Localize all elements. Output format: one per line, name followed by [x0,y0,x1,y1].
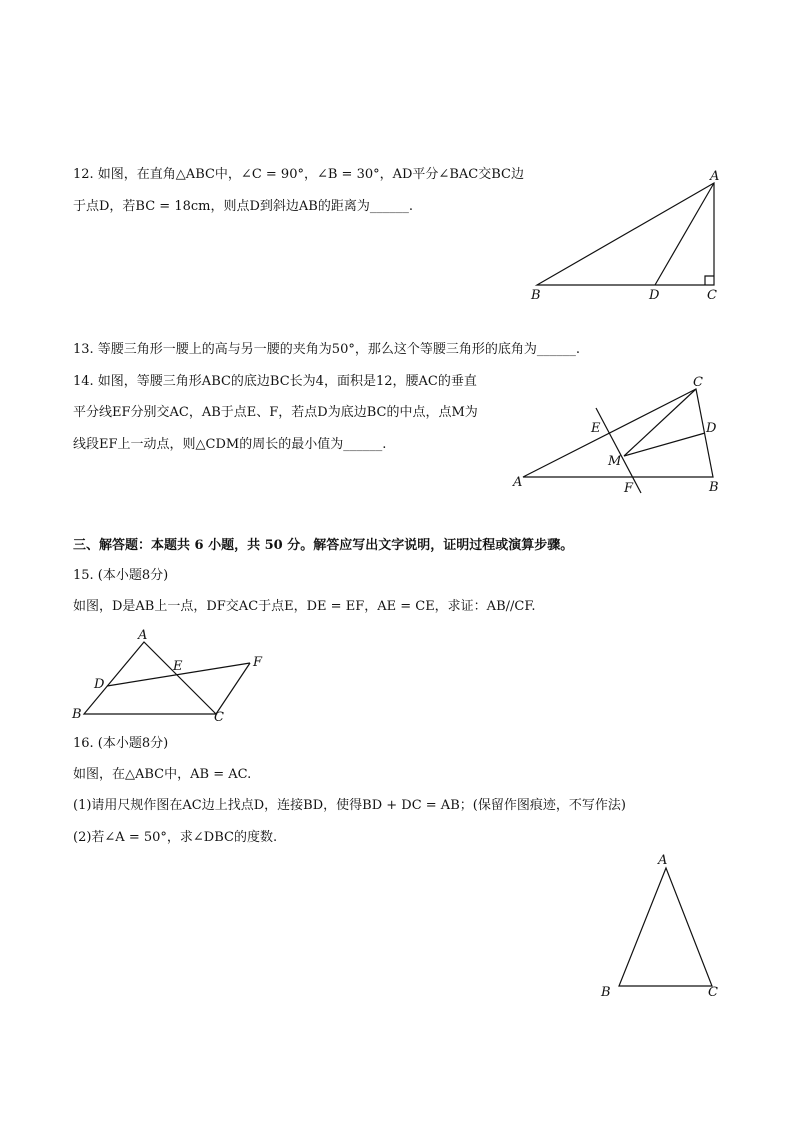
q15-label-f: F [253,655,263,670]
q14-label-f: F [624,481,634,496]
q16-text-line-2: (1)请用尺规作图在AC边上找点D，连接BD，使得BD + DC = AB；(保留作图痕迹，不写作法) [73,798,626,813]
q14-label-d: D [706,421,717,436]
q15-label-a: A [138,628,148,643]
q15-label-e: E [173,659,183,674]
q15-text-line-1: 如图，D是AB上一点，DF交AC于点E，DE = EF，AE = CE，求证：AB//CF. [73,599,536,614]
q14-text-line-3: 线段EF上一动点，则△CDM的周长的最小值为______. [73,437,387,452]
q16-label-c: C [708,985,718,1000]
q14-label-m: M [608,454,622,469]
q14-text-line-2: 平分线EF分别交AC，AB于点E、F，若点D为底边BC的中点，点M为 [73,405,478,420]
q12-label-b: B [531,288,541,303]
q16-label-b: B [601,985,611,1000]
q16-text-line-1: 如图，在△ABC中，AB = AC. [73,767,252,782]
q14-text-line-1: 14. 如图，等腰三角形ABC的底边BC长为4，面积是12，腰AC的垂直 [73,374,477,389]
q13-text-line-1: 13. 等腰三角形一腰上的高与另一腰的夹角为50°，那么这个等腰三角形的底角为______. [73,342,580,357]
section-3-heading: 三、解答题：本题共 6 小题，共 50 分。解答应写出文字说明，证明过程或演算步骤。 [73,538,574,553]
q16-header: 16. (本小题8分) [73,736,169,751]
q12-label-d: D [649,288,660,303]
q12-label-c: C [707,288,717,303]
q15-header: 15. (本小题8分) [73,568,169,583]
q15-label-c: C [214,710,224,725]
q14-label-c: C [693,375,703,390]
q14-label-a: A [513,475,523,490]
q16-text-line-3: (2)若∠A = 50°，求∠DBC的度数. [73,830,278,845]
q16-triangle-abc [619,868,712,986]
q14-label-e: E [591,421,601,436]
q12-text-line-1: 12. 如图，在直角△ABC中，∠C = 90°，∠B = 30°，AD平分∠BAC交BC边 [73,167,524,182]
q12-label-a: A [710,169,720,184]
q14-label-b: B [709,480,719,495]
q15-label-b: B [72,707,82,722]
q12-text-line-2: 于点D，若BC = 18cm，则点D到斜边AB的距离为______. [73,199,413,214]
q16-label-a: A [658,853,668,868]
q15-label-d: D [94,677,105,692]
